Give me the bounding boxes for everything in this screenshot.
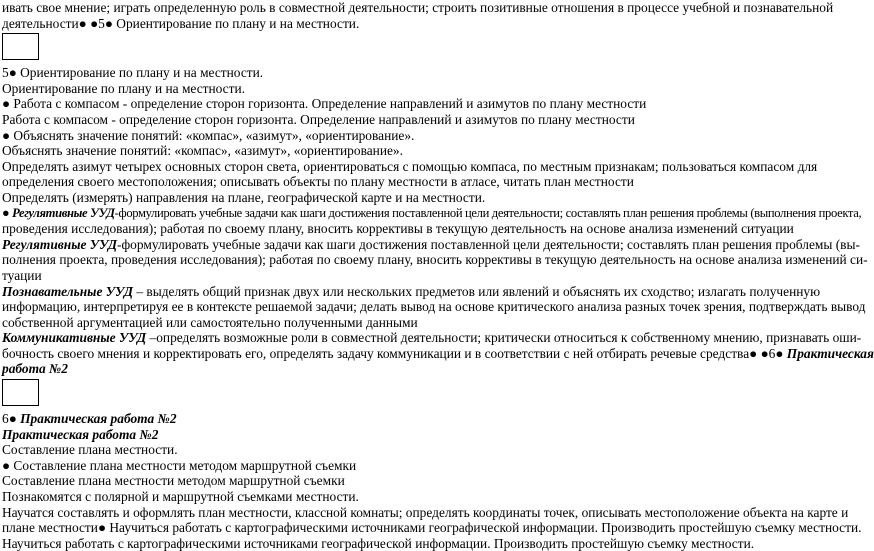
- text-line: информацию, интерпретируя ее в контексте решаемой задачи; делать вывод на основе критического анализа разных точек зрения, подтверждать вывод: [2, 299, 866, 315]
- bold-heading: работа №2: [2, 361, 68, 377]
- text-line: [2, 345, 874, 362]
- text-line: определения своего местоположения; описывать объекты по плану местности в атласе, читать план местности: [2, 174, 634, 190]
- text-line: Составление плана местности методом маршрутной съемки: [2, 473, 345, 489]
- text-line: [2, 205, 862, 222]
- text-line: проведения исследования); работая по своему плану, вносить коррективы в текущую деятельность на основе анализа изменений ситуации: [2, 221, 794, 237]
- bold-heading: Коммуникативные УУД: [2, 330, 147, 346]
- text-line: Научатся составлять и оформлять план местности, классной комнаты; определять координаты точек, описывать местоположение объекта на карте и: [2, 504, 849, 520]
- text-line: Составление плана местности.: [2, 442, 178, 458]
- text-run: –определять возможные роли в совместной деятельности; критически относиться к собственному мнению, признавать оши-: [146, 330, 862, 346]
- text-run: 6●: [2, 411, 21, 427]
- bold-heading: Практическая: [786, 345, 874, 361]
- text-line: ● Работа с компасом - определение сторон горизонта. Определение направлений и азимутов по плану местности: [2, 96, 647, 112]
- bold-heading: Практическая работа №2: [2, 426, 159, 442]
- text-line: полнения проекта, проведения исследования); работая по своему плану, вносить коррективы в текущую деятельность на основе анализа изменений си-: [2, 252, 868, 268]
- text-run: бочность своего мнения и корректировать его, определять задачу коммуникации и в соответствии с ней отбирать речевые средства● ●6●: [2, 345, 787, 361]
- text-line: собственной аргументацией или самостоятельно полученными данными: [2, 314, 418, 330]
- text-line: Ориентирование по плану и на местности.: [2, 80, 245, 96]
- text-line: Научиться работать с картографическими источниками географической информации. Производить простейшую съемку местности.: [2, 535, 755, 551]
- text-line: Работа с компасом - определение сторон горизонта. Определение направлений и азимутов по плану местности: [2, 111, 635, 127]
- text-run: -формулировать учебные задачи как шаги достижения поставленной цели деятельности; составлять план решения проблемы (вы-: [117, 236, 860, 252]
- text-line: ● Составление плана местности методом маршрутной съемки: [2, 457, 357, 473]
- empty-box: [2, 379, 39, 406]
- text-line: ивать свое мнение; играть определенную роль в совместной деятельности; строить позитивные отношения в процессе учебной и познавательной: [2, 0, 834, 15]
- document-body: [2, 0, 874, 551]
- bold-heading: Регулятивные УУД: [12, 205, 115, 220]
- text-line: 5● Ориентирование по плану и на местности.: [2, 65, 264, 81]
- text-line: ● Объяснять значение понятий: «компас», «азимут», «ориентирование».: [2, 127, 415, 143]
- text-line: [2, 411, 814, 427]
- text-line: Определять (измерять) направления на плане, географической карте и на местности.: [2, 189, 486, 205]
- text-line: [2, 236, 860, 253]
- text-line: Определять азимут четырех основных сторон света, ориентироваться с помощью компаса, по местным признакам; пользоваться компасом для: [2, 158, 818, 174]
- bullet: ●: [2, 205, 13, 220]
- text-line: [2, 283, 821, 300]
- text-line: туации: [2, 267, 42, 283]
- bold-heading: Познавательные УУД: [2, 283, 133, 299]
- text-line: деятельности● ●5● Ориентирование по плану и на местности.: [2, 15, 360, 31]
- bold-heading: Регулятивные УУД: [2, 236, 118, 252]
- text-line: [2, 330, 862, 346]
- empty-box: [2, 33, 39, 60]
- text-line: Объяснять значение понятий: «компас», «азимут», «ориентирование».: [2, 143, 403, 159]
- text-run: – выделять общий признак двух или нескольких предметов или явлений и объяснять их сходство; излагать полученную: [132, 283, 821, 299]
- text-line: Познакомятся с полярной и маршрутной съемками местности.: [2, 489, 359, 505]
- bold-heading: Практическая работа №2: [20, 411, 177, 427]
- text-run: -формулировать учебные задачи как шаги достижения поставленной цели деятельности; составлять план решения проблемы (выполнения проекта,: [114, 205, 862, 220]
- text-line: плане местности● Научиться работать с картографическими источниками географической информации. Производить простейшую съемку местности.: [2, 520, 862, 536]
